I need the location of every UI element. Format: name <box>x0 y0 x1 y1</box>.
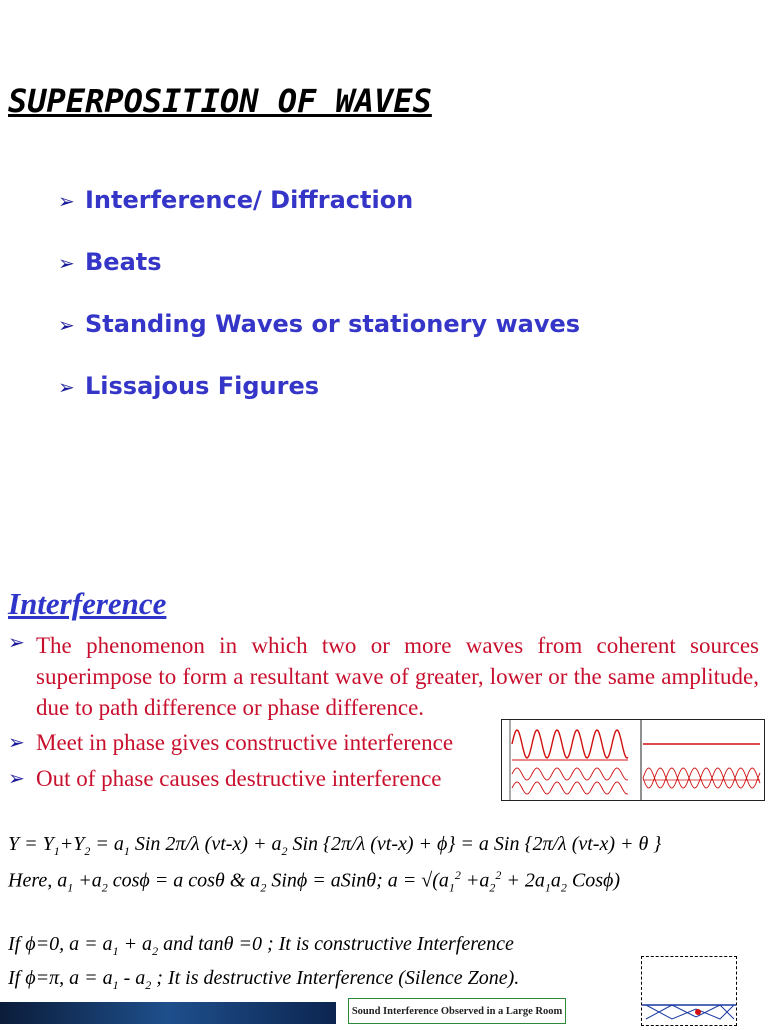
room-diagram <box>642 957 736 1025</box>
arrow-bullet-icon: ➢ <box>8 632 25 654</box>
constructive-text: Meet in phase gives constructive interference <box>36 730 454 755</box>
equation-amplitude: Here, $a_1 +a_2$ cosϕ = a cosθ & $a_2$ Sinϕ = aSinθ; $a = √(a_1^2 +a_2^2 + 2a_1a_2$ Cosϕ) <box>8 868 621 895</box>
topic-label: Interference/ Diffraction <box>85 186 414 214</box>
constructive-component-wave-a <box>512 768 628 780</box>
destructive-component-wave-a <box>643 768 760 788</box>
topic-label: Beats <box>85 248 162 276</box>
arrow-bullet-icon: ➢ <box>58 189 75 213</box>
destructive-component-wave-b <box>643 768 760 788</box>
constructive-point <box>8 730 453 756</box>
destructive-point <box>8 766 442 792</box>
topic-item-standing-waves <box>58 310 580 338</box>
room-interference-diagram <box>641 956 737 1026</box>
arrow-bullet-icon: ➢ <box>58 251 75 275</box>
waves-diagram <box>502 720 764 800</box>
constructive-resultant-wave <box>512 730 628 758</box>
definition-text: The phenomenon in which two or more waves from coherent sources superimpose to form a resultant wave of greater, lower or the same amplitude, due to path difference or phase difference. <box>36 633 759 720</box>
topic-label: Standing Waves or stationery waves <box>85 310 581 338</box>
topic-label: Lissajous Figures <box>85 372 320 400</box>
section-heading: Interference <box>8 586 167 621</box>
interference-waves-figure <box>501 719 765 801</box>
constructive-component-wave-b <box>512 782 628 794</box>
arrow-bullet-icon: ➢ <box>58 375 75 399</box>
topic-item-beats <box>58 248 162 276</box>
equation-destructive-condition: If ϕ=π, $a = a_1 - a_2$ ; It is destructive Interference (Silence Zone). <box>8 967 520 992</box>
destructive-text: Out of phase causes destructive interference <box>36 766 442 791</box>
wave-photo-image <box>0 1002 336 1024</box>
definition-point <box>8 630 759 723</box>
arrow-bullet-icon: ➢ <box>8 732 25 754</box>
equation-superposition: $Y = Y_1+Y_2 = a_1$ Sin 2π/λ $(vt-x) + a_2$ Sin {2π/λ (vt-x) + ϕ} = a Sin {2π/λ (vt-x) + θ } <box>8 833 662 858</box>
arrow-bullet-icon: ➢ <box>8 768 25 790</box>
topic-item-lissajous <box>58 372 319 400</box>
equation-constructive-condition: If ϕ=0, $a = a_1 + a_2$ and tanθ =0 ; It is constructive Interference <box>8 933 514 958</box>
figure-caption: Sound Interference Observed in a Large Room <box>348 998 566 1024</box>
topic-item-interference <box>58 186 413 214</box>
page-title: SUPERPOSITION OF WAVES <box>8 82 432 120</box>
arrow-bullet-icon: ➢ <box>58 313 75 337</box>
